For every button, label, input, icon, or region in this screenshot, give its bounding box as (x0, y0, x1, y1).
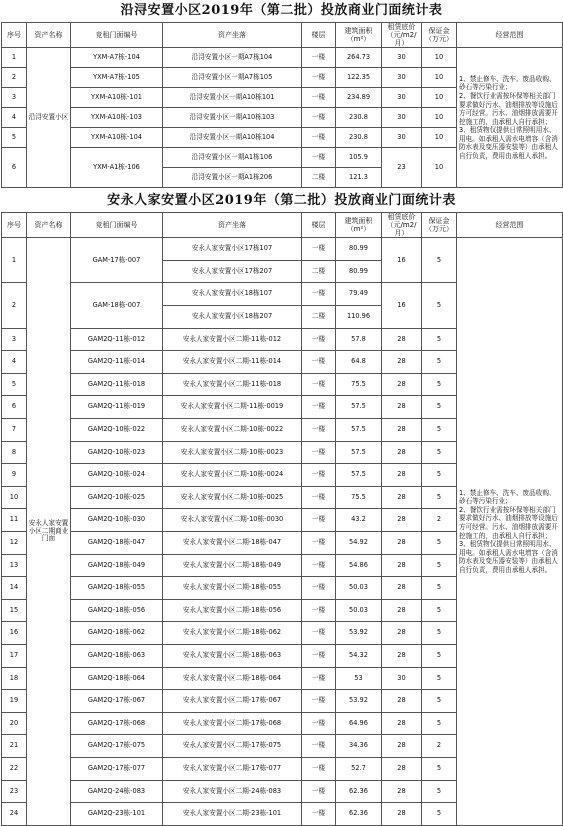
row-number: 5 (2, 128, 27, 148)
unit-code: GAM2Q-18栋-055 (71, 577, 163, 600)
unit-code: GAM2Q-17栋-067 (71, 690, 163, 713)
unit-floor: 一楼 (302, 622, 336, 645)
unit-floor: 一楼 (302, 509, 336, 532)
unit-floor: 一楼 (302, 712, 336, 735)
header-rent: 租赁底价（元/m2/月） (382, 213, 422, 238)
unit-deposit: 5 (422, 441, 457, 464)
unit-location: 安永人家安置小区二期-17栋-068 (163, 712, 302, 735)
unit-location: 安永人家安置小区二期-18栋-055 (163, 577, 302, 600)
unit-location: 安永人家安置小区二期-18栋-049 (163, 554, 302, 577)
unit-rent: 28 (382, 328, 422, 351)
unit-deposit: 10 (422, 68, 457, 88)
unit-rent: 28 (382, 464, 422, 487)
unit-area: 105.9 (336, 148, 382, 168)
unit-area: 54.86 (336, 554, 382, 577)
unit-area: 234.89 (336, 88, 382, 108)
row-number: 13 (2, 554, 27, 577)
unit-rent: 28 (382, 803, 422, 826)
unit-floor: 一楼 (302, 667, 336, 690)
unit-code: GAM2Q-11栋-019 (71, 396, 163, 419)
unit-rent: 16 (382, 238, 422, 283)
unit-floor: 一楼 (302, 396, 336, 419)
unit-area: 62.36 (336, 803, 382, 826)
unit-rent: 30 (382, 108, 422, 128)
unit-deposit: 5 (422, 419, 457, 442)
unit-deposit: 5 (422, 373, 457, 396)
unit-location: 安永人家安置小区二期-18栋-056 (163, 599, 302, 622)
unit-code: GAM2Q-17栋-068 (71, 712, 163, 735)
business-scope: 1、禁止修车、洗车、废品收购、砂石等污染行业； 2、餐饮行业需按环保等相关部门要求做好污水、油烟排放等设施后方可经营。污水、油烟排放需要开挖施工的，由承租人自行承担； 3、租赁物仅提供日常照明用水、用电。如承租人需水电增容（含消防水表及变压器安装等）由承租人自行负责，费用由承租人承担。 (457, 238, 563, 825)
row-number: 9 (2, 464, 27, 487)
row-number: 22 (2, 757, 27, 780)
unit-rent: 28 (382, 599, 422, 622)
row-number: 24 (2, 803, 27, 826)
unit-deposit: 5 (422, 667, 457, 690)
header-scope: 经营范围 (457, 213, 563, 238)
unit-deposit: 10 (422, 48, 457, 68)
unit-deposit: 5 (422, 283, 457, 328)
table2-title: 安永人家安置小区2019年（第二批）投放商业门面统计表 (107, 193, 456, 209)
unit-area: 79.49 (336, 283, 382, 306)
unit-deposit: 5 (422, 644, 457, 667)
unit-location: 安永人家安置小区二期-17栋-077 (163, 757, 302, 780)
header-code: 竞租门面编号 (71, 213, 163, 238)
asset-name: 安永人家安置小区二期商业门面 (27, 238, 71, 825)
header-rent: 租赁底价（元/m2/月） (382, 23, 422, 48)
unit-rent: 28 (382, 373, 422, 396)
unit-location: 沿浔安置小区一期A10栋101 (163, 88, 302, 108)
unit-location: 沿浔安置小区一期A1栋106 (163, 148, 302, 168)
unit-code: GAM-18栋-007 (71, 283, 163, 328)
unit-area: 57.5 (336, 441, 382, 464)
unit-floor: 二楼 (302, 306, 336, 329)
unit-code: GAM2Q-11栋-018 (71, 373, 163, 396)
unit-location: 沿浔安置小区一期A10栋103 (163, 108, 302, 128)
unit-rent: 28 (382, 396, 422, 419)
row-number: 17 (2, 644, 27, 667)
unit-rent: 28 (382, 735, 422, 758)
row-number: 1 (2, 48, 27, 68)
unit-rent: 28 (382, 780, 422, 803)
row-number: 2 (2, 283, 27, 328)
unit-area: 53.92 (336, 690, 382, 713)
unit-floor: 一楼 (302, 532, 336, 555)
row-number: 21 (2, 735, 27, 758)
unit-floor: 二楼 (302, 260, 336, 283)
unit-floor: 一楼 (302, 148, 336, 168)
row-number: 12 (2, 532, 27, 555)
unit-area: 57.8 (336, 328, 382, 351)
unit-location: 沿浔安置小区一期A7栋104 (163, 48, 302, 68)
unit-floor: 一楼 (302, 644, 336, 667)
unit-area: 264.73 (336, 48, 382, 68)
row-number: 11 (2, 509, 27, 532)
unit-code: GAM2Q-23栋-101 (71, 803, 163, 826)
unit-deposit: 2 (422, 509, 457, 532)
row-number: 6 (2, 148, 27, 188)
unit-rent: 30 (382, 88, 422, 108)
row-number: 2 (2, 68, 27, 88)
unit-floor: 一楼 (302, 757, 336, 780)
unit-area: 57.5 (336, 396, 382, 419)
unit-code: GAM2Q-10栋-030 (71, 509, 163, 532)
unit-code: GAM2Q-18栋-064 (71, 667, 163, 690)
unit-location: 安永人家安置小区二期-18栋-047 (163, 532, 302, 555)
row-number: 14 (2, 577, 27, 600)
unit-rent: 30 (382, 68, 422, 88)
unit-location: 安永人家安置小区二期-11栋-018 (163, 373, 302, 396)
unit-rent: 28 (382, 419, 422, 442)
unit-code: GAM2Q-17栋-075 (71, 735, 163, 758)
unit-location: 安永人家安置小区二期-18栋-064 (163, 667, 302, 690)
unit-area: 57.5 (336, 464, 382, 487)
business-scope: 1、禁止修车、洗车、废品收购、砂石等污染行业； 2、餐饮行业需按环保等相关部门要求做好污水、油烟排放等设施后方可经营。污水、油烟排放需要开挖施工的，由承租人自行承担； 3、租赁物仅提供日常照明用水、用电。如承租人需水电增容（含消防水表及变压器安装等）由承租人自行负责，费用由承租人承担。 (457, 48, 563, 188)
unit-area: 50.03 (336, 599, 382, 622)
unit-deposit: 10 (422, 88, 457, 108)
header-scope: 经营范围 (457, 23, 563, 48)
asset-name: 沿浔安置小区 (27, 48, 71, 188)
unit-deposit: 5 (422, 622, 457, 645)
header-floor: 楼层 (302, 23, 336, 48)
row-number: 15 (2, 599, 27, 622)
unit-floor: 一楼 (302, 48, 336, 68)
row-number: 3 (2, 88, 27, 108)
unit-rent: 28 (382, 486, 422, 509)
row-number: 4 (2, 108, 27, 128)
unit-area: 80.99 (336, 238, 382, 261)
unit-location: 沿浔安置小区一期A7栋105 (163, 68, 302, 88)
header-location: 资产坐落 (163, 23, 302, 48)
unit-area: 54.32 (336, 644, 382, 667)
unit-location: 安永人家安置小区17栋107 (163, 238, 302, 261)
unit-location: 安永人家安置小区二期-17栋-075 (163, 735, 302, 758)
unit-deposit: 5 (422, 780, 457, 803)
unit-code: YXM-A1栋-106 (71, 148, 163, 188)
unit-area: 75.5 (336, 486, 382, 509)
header-no: 序号 (2, 213, 27, 238)
unit-area: 52.7 (336, 757, 382, 780)
unit-location: 安永人家安置小区二期-10栋-0024 (163, 464, 302, 487)
unit-floor: 一楼 (302, 690, 336, 713)
unit-code: YXM-A10栋-101 (71, 88, 163, 108)
unit-rent: 28 (382, 644, 422, 667)
unit-deposit: 5 (422, 577, 457, 600)
unit-floor: 一楼 (302, 441, 336, 464)
table-row (2, 238, 563, 261)
unit-deposit: 10 (422, 128, 457, 148)
row-number: 8 (2, 441, 27, 464)
unit-code: GAM2Q-10栋-023 (71, 441, 163, 464)
header-location: 资产坐落 (163, 213, 302, 238)
header-asset-name: 资产名称 (27, 23, 71, 48)
unit-deposit: 10 (422, 108, 457, 128)
unit-floor: 一楼 (302, 554, 336, 577)
unit-deposit: 5 (422, 328, 457, 351)
header-area: 建筑面积（m²） (336, 23, 382, 48)
row-number: 18 (2, 667, 27, 690)
unit-floor: 一楼 (302, 128, 336, 148)
row-number: 16 (2, 622, 27, 645)
unit-deposit: 5 (422, 803, 457, 826)
unit-location: 安永人家安置小区二期-18栋-062 (163, 622, 302, 645)
unit-code: GAM2Q-10栋-024 (71, 464, 163, 487)
unit-rent: 28 (382, 622, 422, 645)
unit-rent: 16 (382, 283, 422, 328)
header-asset-name: 资产名称 (27, 213, 71, 238)
unit-area: 80.99 (336, 260, 382, 283)
unit-location: 安永人家安置小区二期-24栋-083 (163, 780, 302, 803)
unit-rent: 28 (382, 577, 422, 600)
unit-floor: 一楼 (302, 373, 336, 396)
unit-floor: 一楼 (302, 238, 336, 261)
table2 (1, 212, 563, 826)
unit-location: 安永人家安置小区二期-11栋-0019 (163, 396, 302, 419)
unit-area: 54.92 (336, 532, 382, 555)
row-number: 10 (2, 486, 27, 509)
unit-deposit: 5 (422, 690, 457, 713)
row-number: 23 (2, 780, 27, 803)
unit-floor: 一楼 (302, 283, 336, 306)
unit-code: YXM-A10栋-104 (71, 128, 163, 148)
unit-floor: 一楼 (302, 486, 336, 509)
unit-area: 64.8 (336, 351, 382, 374)
header-deposit: 保证金（万元） (422, 213, 457, 238)
unit-deposit: 5 (422, 757, 457, 780)
unit-floor: 一楼 (302, 88, 336, 108)
unit-location: 安永人家安置小区18栋107 (163, 283, 302, 306)
unit-area: 53.92 (336, 622, 382, 645)
header-no: 序号 (2, 23, 27, 48)
unit-deposit: 5 (422, 554, 457, 577)
unit-floor: 一楼 (302, 419, 336, 442)
unit-location: 安永人家安置小区二期-10栋-0023 (163, 441, 302, 464)
header-area: 建筑面积（m²） (336, 213, 382, 238)
unit-code: GAM2Q-24栋-083 (71, 780, 163, 803)
table1-header-row (2, 23, 563, 48)
unit-location: 安永人家安置小区二期-23栋-101 (163, 803, 302, 826)
unit-rent: 30 (382, 48, 422, 68)
unit-deposit: 5 (422, 532, 457, 555)
row-number: 3 (2, 328, 27, 351)
header-floor: 楼层 (302, 213, 336, 238)
unit-rent: 28 (382, 509, 422, 532)
unit-code: GAM2Q-11栋-014 (71, 351, 163, 374)
unit-location: 安永人家安置小区二期-10栋-0030 (163, 509, 302, 532)
row-number: 20 (2, 712, 27, 735)
row-number: 6 (2, 396, 27, 419)
table2-header-row (2, 213, 563, 238)
unit-area: 53 (336, 667, 382, 690)
unit-rent: 28 (382, 554, 422, 577)
unit-location: 沿浔安置小区一期A10栋104 (163, 128, 302, 148)
row-number: 19 (2, 690, 27, 713)
unit-code: YXM-A7栋-105 (71, 68, 163, 88)
unit-area: 57.5 (336, 419, 382, 442)
unit-code: GAM2Q-18栋-047 (71, 532, 163, 555)
unit-floor: 一楼 (302, 464, 336, 487)
unit-area: 122.35 (336, 68, 382, 88)
row-number: 7 (2, 419, 27, 442)
unit-location: 安永人家安置小区二期-17栋-067 (163, 690, 302, 713)
unit-location: 安永人家安置小区二期-11栋-012 (163, 328, 302, 351)
unit-location: 安永人家安置小区18栋207 (163, 306, 302, 329)
unit-area: 121.3 (336, 168, 382, 188)
unit-code: GAM2Q-17栋-077 (71, 757, 163, 780)
unit-area: 50.03 (336, 577, 382, 600)
unit-location: 安永人家安置小区17栋207 (163, 260, 302, 283)
unit-area: 75.5 (336, 373, 382, 396)
unit-deposit: 10 (422, 148, 457, 188)
row-number: 4 (2, 351, 27, 374)
unit-area: 43.2 (336, 509, 382, 532)
unit-code: GAM2Q-18栋-049 (71, 554, 163, 577)
unit-rent: 28 (382, 712, 422, 735)
unit-area: 230.8 (336, 108, 382, 128)
unit-code: GAM2Q-10栋-025 (71, 486, 163, 509)
unit-location: 安永人家安置小区二期-10栋-0022 (163, 419, 302, 442)
unit-rent: 30 (382, 667, 422, 690)
unit-floor: 二楼 (302, 168, 336, 188)
unit-area: 110.96 (336, 306, 382, 329)
unit-floor: 一楼 (302, 351, 336, 374)
unit-code: YXM-A10栋-103 (71, 108, 163, 128)
unit-location: 安永人家安置小区二期-18栋-063 (163, 644, 302, 667)
unit-area: 230.8 (336, 128, 382, 148)
unit-deposit: 5 (422, 351, 457, 374)
unit-floor: 一楼 (302, 328, 336, 351)
table-row (2, 48, 563, 68)
unit-floor: 一楼 (302, 68, 336, 88)
unit-area: 62.36 (336, 780, 382, 803)
unit-location: 沿浔安置小区一期A1栋206 (163, 168, 302, 188)
header-deposit: 保证金（万元） (422, 23, 457, 48)
unit-rent: 28 (382, 757, 422, 780)
unit-area: 34.36 (336, 735, 382, 758)
unit-floor: 一楼 (302, 108, 336, 128)
unit-code: GAM2Q-10栋-022 (71, 419, 163, 442)
unit-floor: 一楼 (302, 780, 336, 803)
unit-rent: 28 (382, 351, 422, 374)
table1 (1, 22, 563, 188)
unit-deposit: 5 (422, 238, 457, 283)
unit-deposit: 5 (422, 396, 457, 419)
unit-rent: 28 (382, 441, 422, 464)
unit-floor: 一楼 (302, 599, 336, 622)
unit-area: 64.96 (336, 712, 382, 735)
header-code: 竞租门面编号 (71, 23, 163, 48)
unit-rent: 30 (382, 128, 422, 148)
unit-deposit: 5 (422, 464, 457, 487)
unit-floor: 一楼 (302, 803, 336, 826)
unit-code: GAM2Q-18栋-063 (71, 644, 163, 667)
unit-deposit: 5 (422, 712, 457, 735)
unit-floor: 一楼 (302, 735, 336, 758)
unit-floor: 一楼 (302, 577, 336, 600)
unit-rent: 28 (382, 690, 422, 713)
row-number: 5 (2, 373, 27, 396)
table1-title: 沿浔安置小区2019年（第二批）投放商业门面统计表 (120, 3, 443, 18)
unit-code: GAM-17栋-007 (71, 238, 163, 283)
unit-deposit: 5 (422, 486, 457, 509)
unit-location: 安永人家安置小区二期-11栋-014 (163, 351, 302, 374)
unit-location: 安永人家安置小区二期-10栋-0025 (163, 486, 302, 509)
unit-rent: 23 (382, 148, 422, 188)
row-number: 1 (2, 238, 27, 283)
unit-code: YXM-A7栋-104 (71, 48, 163, 68)
unit-code: GAM2Q-18栋-062 (71, 622, 163, 645)
unit-code: GAM2Q-18栋-056 (71, 599, 163, 622)
unit-rent: 28 (382, 532, 422, 555)
unit-code: GAM2Q-11栋-012 (71, 328, 163, 351)
unit-deposit: 2 (422, 735, 457, 758)
unit-deposit: 5 (422, 599, 457, 622)
